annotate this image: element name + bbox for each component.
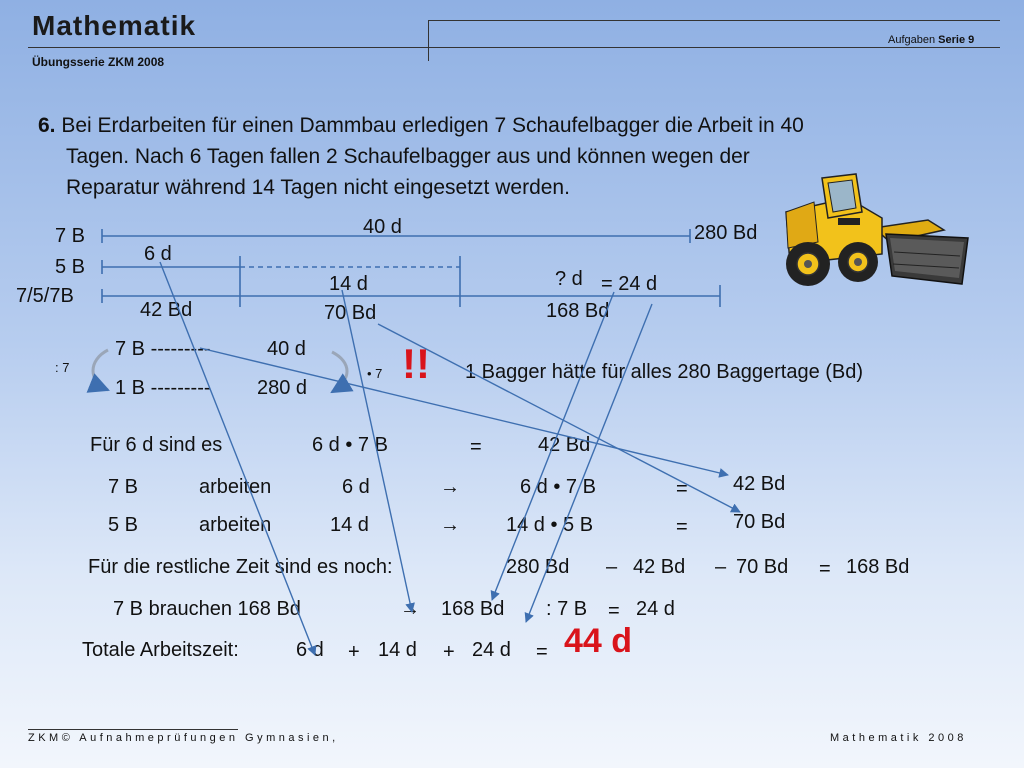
label-280bd: 280 Bd [694, 222, 758, 244]
row1-equals: = [470, 436, 482, 458]
row6-result: 44 d [564, 622, 633, 660]
row3-days: 14 d [330, 514, 369, 536]
exclamation-mark: !! [402, 340, 430, 387]
row3-expression: 14 d • 5 B [506, 514, 594, 536]
page-title: Mathematik [32, 10, 197, 41]
row6-label: Totale Arbeitszeit: [82, 639, 239, 661]
connector-arrows [160, 262, 740, 655]
row5-result: 24 d [636, 598, 675, 620]
row3-b: 5 B [108, 514, 139, 536]
row3-verb: arbeiten [199, 514, 272, 536]
ratio-divide-7: : 7 [55, 360, 70, 375]
row2-equals: = [676, 478, 688, 500]
row2-arrow: → [440, 476, 460, 498]
ratio-multiply-7: • 7 [367, 366, 383, 381]
row2-expression: 6 d • 7 B [520, 476, 596, 498]
ratio-row1-right: 40 d [267, 338, 306, 360]
label-7-5-7b: 7/5/7B [16, 285, 74, 307]
row4-label: Für die restliche Zeit sind es noch: [88, 556, 393, 578]
timeline-lines [102, 229, 720, 307]
row5-arrow: → [400, 598, 420, 620]
row2-result: 42 Bd [733, 473, 786, 495]
problem-line-1: Bei Erdarbeiten für einen Dammbau erledigen 7 Schaufelbagger die Arbeit in 40 [61, 114, 804, 137]
arrow-to-70bd [378, 324, 740, 512]
ratio-note: 1 Bagger hätte für alles 280 Baggertage (Bd) [465, 361, 864, 383]
label-70bd: 70 Bd [324, 302, 377, 324]
ratio-row2-right: 280 d [257, 377, 308, 399]
label-14d: 14 d [329, 273, 368, 295]
page-subtitle: Übungsserie ZKM 2008 [32, 55, 165, 69]
label-24d: = 24 d [601, 273, 658, 295]
row2-verb: arbeiten [199, 476, 272, 498]
row1-result: 42 Bd [538, 434, 591, 456]
footer-right: Mathematik 2008 [830, 732, 967, 744]
label-6d: 6 d [144, 243, 172, 265]
row3-result: 70 Bd [733, 511, 786, 533]
row4-result: 168 Bd [846, 556, 910, 578]
problem-line-3: Reparatur während 14 Tagen nicht eingesetzt werden. [66, 176, 570, 199]
row2-b: 7 B [108, 476, 139, 498]
row1-label: Für 6 d sind es [90, 434, 223, 456]
row5-equals: = [608, 600, 620, 622]
label-5b: 5 B [55, 256, 86, 278]
row6-plus-2: + [443, 641, 455, 663]
row6-6d: 6 d [296, 639, 324, 661]
row4-42bd: 42 Bd [633, 556, 686, 578]
row3-arrow: → [440, 514, 460, 536]
curved-arrow-icon [93, 350, 347, 392]
row2-days: 6 d [342, 476, 370, 498]
row1-expression: 6 d • 7 B [312, 434, 388, 456]
row6-14d: 14 d [378, 639, 417, 661]
arrow-to-42bd [200, 348, 728, 475]
row6-24d: 24 d [472, 639, 511, 661]
row4-total: 280 Bd [506, 556, 570, 578]
label-40d: 40 d [363, 216, 402, 238]
row4-equals: = [819, 558, 831, 580]
label-7b: 7 B [55, 225, 86, 247]
label-42bd: 42 Bd [140, 299, 193, 321]
row4-minus-1: – [606, 556, 618, 578]
footer-left: ZKM© Aufnahmeprüfungen Gymnasien, [28, 732, 339, 744]
label-unknown-d: ? d [555, 268, 583, 290]
row4-minus-2: – [715, 556, 727, 578]
ratio-row1-left: 7 B --------- [115, 338, 211, 360]
label-168bd: 168 Bd [546, 300, 610, 322]
row4-70bd: 70 Bd [736, 556, 789, 578]
row3-equals: = [676, 516, 688, 538]
row5-168bd: 168 Bd [441, 598, 505, 620]
row6-plus-1: + [348, 641, 360, 663]
problem-line-2: Tagen. Nach 6 Tagen fallen 2 Schaufelbagger aus und können wegen der [66, 145, 750, 168]
ratio-row2-left: 1 B --------- [115, 377, 211, 399]
series-label: Aufgaben Serie 9 [888, 34, 975, 46]
row5-divisor: : 7 B [546, 598, 588, 620]
row5-label: 7 B brauchen 168 Bd [113, 598, 301, 620]
problem-number: 6. [38, 114, 56, 137]
row6-equals: = [536, 641, 548, 663]
